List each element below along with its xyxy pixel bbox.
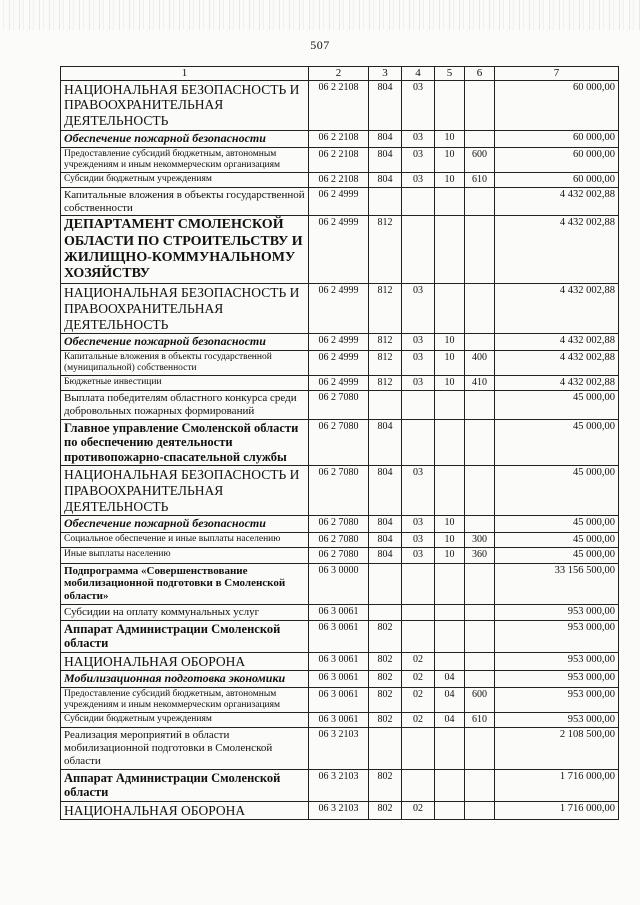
row-section [402,769,435,801]
row-amount: 2 108 500,00 [495,728,619,769]
table-row [61,284,619,334]
row-subsection: 04 [435,688,465,713]
row-name: НАЦИОНАЛЬНАЯ БЕЗОПАСНОСТЬ И ПРАВООХРАНИТЕЛЬНАЯ ДЕЯТЕЛЬНОСТЬ [61,284,309,334]
row-amount: 45 000,00 [495,391,619,420]
row-amount: 60 000,00 [495,80,619,130]
row-ministry-code: 804 [369,533,402,548]
row-name: Мобилизационная подготовка экономики [61,671,309,688]
row-target-code: 06 2 7080 [309,548,369,563]
row-target-code: 06 2 4999 [309,284,369,334]
row-name: Обеспечение пожарной безопасности [61,516,309,533]
row-name: Социальное обеспечение и иные выплаты населению [61,533,309,548]
row-target-code: 06 2 4999 [309,351,369,376]
row-section: 03 [402,466,435,516]
scan-artifact-strip [0,0,640,30]
row-section: 03 [402,130,435,147]
table-row [61,769,619,801]
table-row [61,713,619,728]
row-target-code: 06 2 7080 [309,419,369,466]
row-ministry-code [369,563,402,604]
table-row [61,187,619,216]
row-amount: 1 716 000,00 [495,801,619,820]
row-expense-type: 610 [465,713,495,728]
row-expense-type: 400 [465,351,495,376]
row-ministry-code [369,391,402,420]
row-ministry-code [369,604,402,620]
row-target-code: 06 3 2103 [309,769,369,801]
row-amount: 953 000,00 [495,713,619,728]
row-expense-type [465,563,495,604]
row-target-code: 06 2 4999 [309,216,369,284]
row-subsection: 10 [435,351,465,376]
row-expense-type [465,419,495,466]
table-row [61,391,619,420]
table-row [61,334,619,351]
row-amount: 953 000,00 [495,671,619,688]
row-name: Субсидии на оплату коммунальных услуг [61,604,309,620]
row-name: Предоставление субсидий бюджетным, автономным учреждениям и иным некоммерческим организациям [61,688,309,713]
row-expense-type [465,620,495,652]
row-expense-type [465,516,495,533]
row-subsection: 04 [435,713,465,728]
row-section: 03 [402,516,435,533]
row-section [402,419,435,466]
row-expense-type [465,652,495,671]
row-subsection [435,466,465,516]
row-target-code: 06 2 2108 [309,80,369,130]
page-number: 507 [310,38,330,52]
table-row [61,516,619,533]
header-cell: 4 [402,67,435,81]
row-amount: 953 000,00 [495,652,619,671]
row-subsection: 10 [435,172,465,187]
row-amount: 4 432 002,88 [495,351,619,376]
row-ministry-code: 812 [369,216,402,284]
row-amount: 45 000,00 [495,548,619,563]
header-cell: 7 [495,67,619,81]
table-row [61,80,619,130]
row-amount: 953 000,00 [495,604,619,620]
row-amount: 45 000,00 [495,419,619,466]
row-subsection [435,187,465,216]
row-ministry-code [369,187,402,216]
table-row [61,419,619,466]
row-name: Выплата победителям областного конкурса среди добровольных пожарных формирований [61,391,309,420]
row-amount: 33 156 500,00 [495,563,619,604]
row-ministry-code: 802 [369,769,402,801]
row-name: Аппарат Администрации Смоленской области [61,620,309,652]
row-subsection: 04 [435,671,465,688]
row-expense-type: 600 [465,147,495,172]
row-expense-type: 610 [465,172,495,187]
row-subsection: 10 [435,376,465,391]
row-section [402,620,435,652]
row-section: 03 [402,533,435,548]
row-ministry-code: 804 [369,172,402,187]
table-row [61,466,619,516]
row-section: 03 [402,172,435,187]
row-amount: 4 432 002,88 [495,334,619,351]
row-target-code: 06 2 2108 [309,130,369,147]
row-name: Предоставление субсидий бюджетным, автономным учреждениям и иным некоммерческим организациям [61,147,309,172]
header-cell: 1 [61,67,309,81]
row-subsection [435,801,465,820]
row-ministry-code: 804 [369,548,402,563]
row-ministry-code: 804 [369,80,402,130]
row-target-code: 06 3 2103 [309,801,369,820]
row-subsection [435,563,465,604]
row-name: Обеспечение пожарной безопасности [61,334,309,351]
row-ministry-code: 812 [369,351,402,376]
row-section: 02 [402,671,435,688]
row-expense-type [465,334,495,351]
table-row [61,533,619,548]
row-name: НАЦИОНАЛЬНАЯ БЕЗОПАСНОСТЬ И ПРАВООХРАНИТЕЛЬНАЯ ДЕЯТЕЛЬНОСТЬ [61,80,309,130]
row-target-code: 06 3 0000 [309,563,369,604]
row-ministry-code: 804 [369,419,402,466]
row-expense-type [465,187,495,216]
row-ministry-code: 802 [369,713,402,728]
row-amount: 1 716 000,00 [495,769,619,801]
header-cell: 6 [465,67,495,81]
row-expense-type [465,769,495,801]
row-section: 02 [402,713,435,728]
row-subsection: 10 [435,548,465,563]
row-amount: 60 000,00 [495,147,619,172]
table-row [61,801,619,820]
row-section: 03 [402,334,435,351]
row-name: Подпрограмма «Совершенствование мобилизационной подготовки в Смоленской области» [61,563,309,604]
row-expense-type [465,284,495,334]
row-name: Бюджетные инвестиции [61,376,309,391]
row-amount: 953 000,00 [495,688,619,713]
row-target-code: 06 2 7080 [309,466,369,516]
row-amount: 60 000,00 [495,172,619,187]
table-row [61,130,619,147]
row-amount: 953 000,00 [495,620,619,652]
row-section: 03 [402,80,435,130]
row-subsection [435,728,465,769]
row-ministry-code: 802 [369,688,402,713]
row-subsection: 10 [435,147,465,172]
header-cell: 3 [369,67,402,81]
row-expense-type [465,466,495,516]
row-target-code: 06 3 2103 [309,728,369,769]
row-expense-type [465,604,495,620]
row-expense-type [465,130,495,147]
row-target-code: 06 3 0061 [309,652,369,671]
row-name: НАЦИОНАЛЬНАЯ ОБОРОНА [61,652,309,671]
row-ministry-code: 802 [369,652,402,671]
row-expense-type: 300 [465,533,495,548]
row-amount: 4 432 002,88 [495,284,619,334]
table-row [61,688,619,713]
row-section: 02 [402,688,435,713]
row-amount: 4 432 002,88 [495,216,619,284]
row-expense-type [465,80,495,130]
row-target-code: 06 3 0061 [309,688,369,713]
row-section: 03 [402,147,435,172]
row-section: 03 [402,351,435,376]
row-name: Реализация мероприятий в области мобилизационной подготовки в Смоленской области [61,728,309,769]
row-ministry-code: 804 [369,147,402,172]
row-subsection [435,80,465,130]
row-target-code: 06 2 7080 [309,533,369,548]
row-section [402,391,435,420]
row-section [402,604,435,620]
row-subsection [435,620,465,652]
row-subsection [435,419,465,466]
row-expense-type [465,216,495,284]
table-row [61,604,619,620]
row-name: Капитальные вложения в объекты государственной (муниципальной) собственности [61,351,309,376]
row-target-code: 06 2 7080 [309,391,369,420]
row-name: Субсидии бюджетным учреждениям [61,172,309,187]
header-cell: 2 [309,67,369,81]
row-target-code: 06 3 0061 [309,713,369,728]
row-section: 02 [402,652,435,671]
row-subsection [435,604,465,620]
row-target-code: 06 3 0061 [309,620,369,652]
row-name: Субсидии бюджетным учреждениям [61,713,309,728]
header-row [61,67,619,81]
row-expense-type [465,391,495,420]
table-row [61,671,619,688]
row-section: 03 [402,376,435,391]
row-amount: 4 432 002,88 [495,187,619,216]
table-row [61,351,619,376]
row-expense-type: 600 [465,688,495,713]
table-row [61,172,619,187]
row-section [402,563,435,604]
row-subsection [435,652,465,671]
row-ministry-code: 802 [369,671,402,688]
row-amount: 4 432 002,88 [495,376,619,391]
row-expense-type [465,801,495,820]
row-name: Капитальные вложения в объекты государственной собственности [61,187,309,216]
row-ministry-code: 812 [369,284,402,334]
row-target-code: 06 2 4999 [309,187,369,216]
table-row [61,728,619,769]
row-name: НАЦИОНАЛЬНАЯ БЕЗОПАСНОСТЬ И ПРАВООХРАНИТЕЛЬНАЯ ДЕЯТЕЛЬНОСТЬ [61,466,309,516]
row-ministry-code: 804 [369,466,402,516]
row-subsection: 10 [435,516,465,533]
table-row [61,216,619,284]
table-row [61,548,619,563]
row-target-code: 06 3 0061 [309,671,369,688]
row-name: Обеспечение пожарной безопасности [61,130,309,147]
header-cell: 5 [435,67,465,81]
row-expense-type [465,728,495,769]
row-ministry-code: 812 [369,376,402,391]
row-section [402,216,435,284]
row-subsection [435,391,465,420]
row-section: 03 [402,284,435,334]
budget-table [60,66,619,820]
row-target-code: 06 2 2108 [309,147,369,172]
row-ministry-code: 804 [369,130,402,147]
row-expense-type: 360 [465,548,495,563]
row-amount: 45 000,00 [495,516,619,533]
table-row [61,652,619,671]
row-ministry-code [369,728,402,769]
row-ministry-code: 812 [369,334,402,351]
row-section [402,187,435,216]
row-amount: 45 000,00 [495,533,619,548]
row-name: ДЕПАРТАМЕНТ СМОЛЕНСКОЙ ОБЛАСТИ ПО СТРОИТЕЛЬСТВУ И ЖИЛИЩНО-КОММУНАЛЬНОМУ ХОЗЯЙСТВУ [61,216,309,284]
row-section [402,728,435,769]
row-name: Аппарат Администрации Смоленской области [61,769,309,801]
row-section: 03 [402,548,435,563]
row-section: 02 [402,801,435,820]
row-name: Иные выплаты населению [61,548,309,563]
row-expense-type: 410 [465,376,495,391]
row-subsection: 10 [435,533,465,548]
row-target-code: 06 2 7080 [309,516,369,533]
row-ministry-code: 802 [369,620,402,652]
row-subsection [435,216,465,284]
table-row [61,620,619,652]
row-subsection: 10 [435,130,465,147]
row-target-code: 06 2 2108 [309,172,369,187]
row-name: Главное управление Смоленской области по обеспечению деятельности противопожарно-спасательной службы [61,419,309,466]
row-target-code: 06 2 4999 [309,376,369,391]
row-subsection [435,769,465,801]
table-row [61,563,619,604]
row-target-code: 06 3 0061 [309,604,369,620]
row-amount: 45 000,00 [495,466,619,516]
row-ministry-code: 804 [369,516,402,533]
row-expense-type [465,671,495,688]
row-subsection [435,284,465,334]
table-row [61,147,619,172]
row-ministry-code: 802 [369,801,402,820]
row-amount: 60 000,00 [495,130,619,147]
table-row [61,376,619,391]
row-subsection: 10 [435,334,465,351]
row-target-code: 06 2 4999 [309,334,369,351]
row-name: НАЦИОНАЛЬНАЯ ОБОРОНА [61,801,309,820]
